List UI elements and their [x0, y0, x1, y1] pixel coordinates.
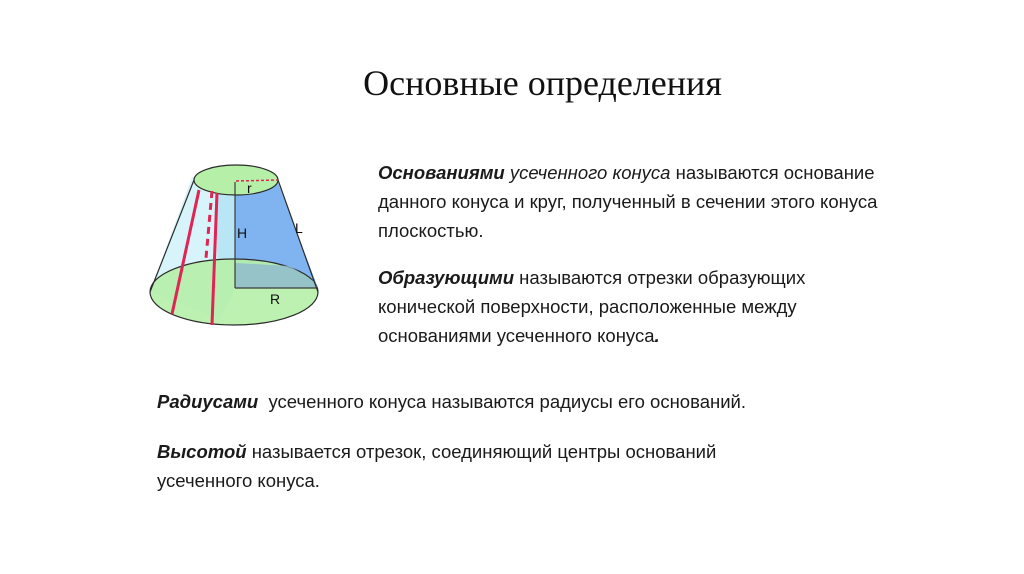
term-generators: Образующими	[378, 267, 515, 288]
definition-generators-end: .	[654, 325, 660, 346]
definition-generators-text: называются отрезки образующих конической поверхности, расположенные между основаниями усеченного конуса	[378, 267, 806, 346]
top-base	[194, 165, 278, 195]
top-radius-line	[236, 180, 278, 181]
definition-bases-text: называются основание данного конуса и круг, полученный в сечении этого конуса плоскостью.	[378, 162, 878, 241]
label-R: R	[270, 291, 281, 307]
label-L: L	[295, 220, 303, 236]
definition-radii	[157, 387, 917, 416]
definition-generators	[378, 263, 878, 350]
term-height: Высотой	[157, 441, 247, 462]
term-bases: Основаниями	[378, 162, 505, 183]
definition-radii-text: усеченного конуса называются радиусы его оснований.	[258, 391, 747, 412]
definition-bases	[378, 158, 878, 245]
label-H: H	[237, 225, 248, 241]
term-radii: Радиусами	[157, 391, 259, 412]
term-bases-tail: усеченного конуса	[504, 162, 671, 183]
truncated-cone-figure	[140, 160, 340, 335]
definition-height-text: называется отрезок, соединяющий центры оснований усеченного конуса.	[157, 441, 717, 491]
slide-title: Основные определения	[363, 63, 722, 103]
definition-height	[157, 437, 807, 495]
label-r: r	[247, 180, 252, 196]
